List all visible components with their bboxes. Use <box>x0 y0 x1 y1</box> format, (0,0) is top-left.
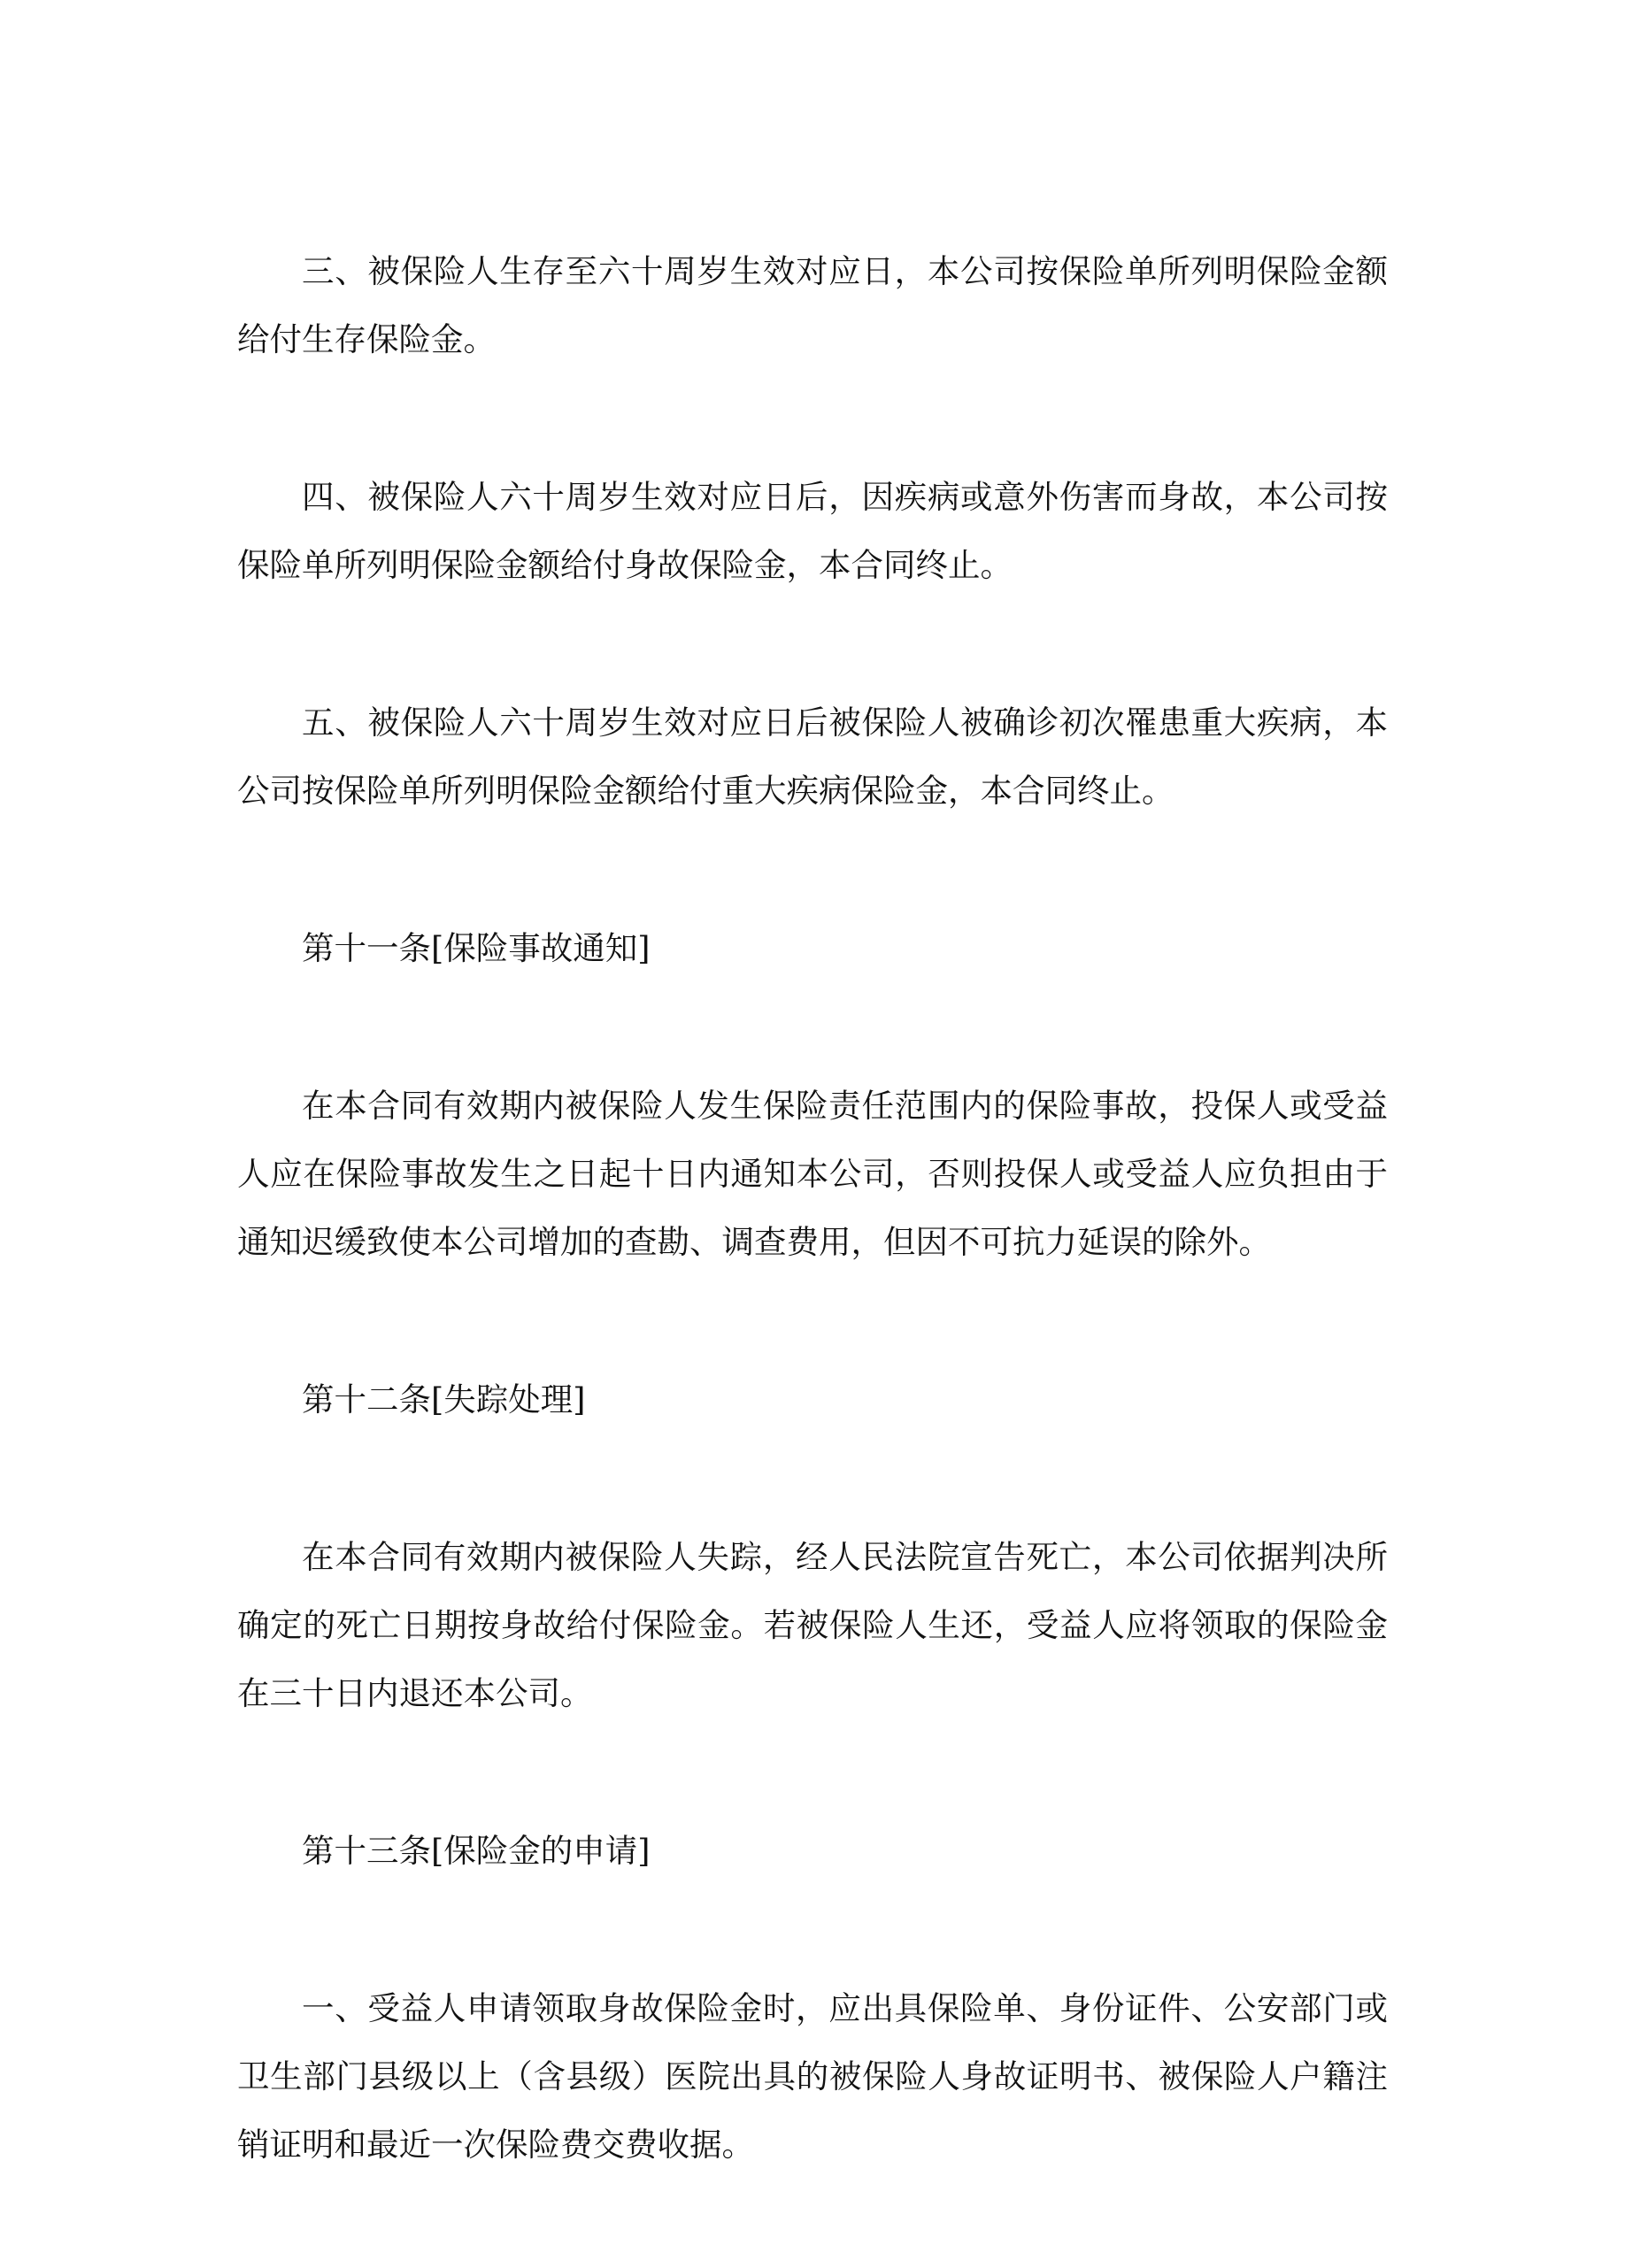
article-13-heading: 第十三条[保险金的申请] <box>302 1832 651 1870</box>
article-12-body: 在本合同有效期内被保险人失踪，经人民法院宣告死亡，本公司依据判决所确定的死亡日期按身故给付保险金。若被保险人生还，受益人应将领取的保险金在三十日内退还本公司。 <box>237 1538 1388 1712</box>
clause-item-four: 四、被保险人六十周岁生效对应日后，因疾病或意外伤害而身故，本公司按保险单所列明保险金额给付身故保险金，本合同终止。 <box>237 478 1388 584</box>
article-11-heading: 第十一条[保险事故通知] <box>302 929 651 967</box>
clause-item-three: 三、被保险人生存至六十周岁生效对应日，本公司按保险单所列明保险金额给付生存保险金。 <box>237 252 1388 358</box>
article-11-body: 在本合同有效期内被保险人发生保险责任范围内的保险事故，投保人或受益人应在保险事故发生之日起十日内通知本公司，否则投保人或受益人应负担由于通知迟缓致使本公司增加的查勘、调查费用，但因不可抗力延误的除外。 <box>237 1087 1388 1261</box>
clause-item-five: 五、被保险人六十周岁生效对应日后被保险人被确诊初次罹患重大疾病，本公司按保险单所列明保险金额给付重大疾病保险金，本合同终止。 <box>237 703 1388 810</box>
article-12-heading: 第十二条[失踪处理] <box>302 1380 586 1418</box>
document-body <box>237 237 1388 2268</box>
article-13-item-one: 一、受益人申请领取身故保险金时，应出具保险单、身份证件、公安部门或卫生部门县级以上（含县级）医院出具的被保险人身故证明书、被保险人户籍注销证明和最近一次保险费交费收据。 <box>237 1989 1388 2164</box>
